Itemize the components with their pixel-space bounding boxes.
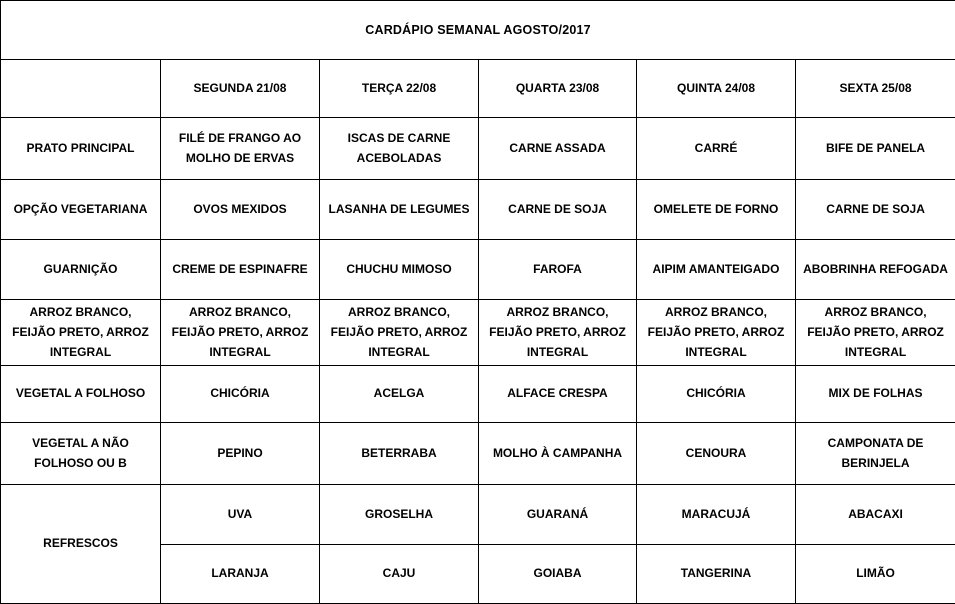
column-header-quinta: QUINTA 24/08 [637, 60, 796, 118]
menu-cell: ARROZ BRANCO, FEIJÃO PRETO, ARROZ INTEGRAL [320, 300, 479, 366]
row-label: ARROZ BRANCO, FEIJÃO PRETO, ARROZ INTEGRAL [1, 300, 161, 366]
menu-cell: CARRÉ [637, 118, 796, 180]
menu-cell: MARACUJÁ [637, 485, 796, 545]
menu-cell: FILÉ DE FRANGO AO MOLHO DE ERVAS [161, 118, 320, 180]
menu-cell: AIPIM AMANTEIGADO [637, 240, 796, 300]
menu-cell: CAMPONATA DE BERINJELA [796, 423, 955, 485]
menu-cell: UVA [161, 485, 320, 545]
menu-cell: ARROZ BRANCO, FEIJÃO PRETO, ARROZ INTEGRAL [479, 300, 637, 366]
title-row [1, 1, 955, 60]
row-arroz-feijao [1, 300, 955, 366]
row-label: GUARNIÇÃO [1, 240, 161, 300]
row-label: OPÇÃO VEGETARIANA [1, 180, 161, 240]
row-prato-principal [1, 118, 955, 180]
menu-cell: ABACAXI [796, 485, 955, 545]
menu-cell: GUARANÁ [479, 485, 637, 545]
menu-cell: PEPINO [161, 423, 320, 485]
corner-cell [1, 60, 161, 118]
row-guarnicao [1, 240, 955, 300]
row-opcao-vegetariana [1, 180, 955, 240]
menu-cell: BETERRABA [320, 423, 479, 485]
page-title: CARDÁPIO SEMANAL AGOSTO/2017 [1, 1, 955, 60]
menu-cell: LARANJA [161, 545, 320, 604]
column-header-sexta: SEXTA 25/08 [796, 60, 955, 118]
row-vegetal-folhoso [1, 366, 955, 423]
menu-cell: OVOS MEXIDOS [161, 180, 320, 240]
menu-cell: FAROFA [479, 240, 637, 300]
menu-cell: ABOBRINHA REFOGADA [796, 240, 955, 300]
menu-cell: CARNE ASSADA [479, 118, 637, 180]
column-header-segunda: SEGUNDA 21/08 [161, 60, 320, 118]
column-header-terca: TERÇA 22/08 [320, 60, 479, 118]
header-row [1, 60, 955, 118]
menu-cell: GOIABA [479, 545, 637, 604]
menu-cell: ARROZ BRANCO, FEIJÃO PRETO, ARROZ INTEGRAL [161, 300, 320, 366]
menu-cell: ARROZ BRANCO, FEIJÃO PRETO, ARROZ INTEGRAL [637, 300, 796, 366]
menu-cell: CHUCHU MIMOSO [320, 240, 479, 300]
menu-cell: TANGERINA [637, 545, 796, 604]
menu-cell: CARNE DE SOJA [796, 180, 955, 240]
menu-cell: ACELGA [320, 366, 479, 423]
row-vegetal-nao-folhoso [1, 423, 955, 485]
menu-cell: CAJU [320, 545, 479, 604]
menu-cell: ALFACE CRESPA [479, 366, 637, 423]
row-label: PRATO PRINCIPAL [1, 118, 161, 180]
menu-cell: GROSELHA [320, 485, 479, 545]
menu-cell: MOLHO À CAMPANHA [479, 423, 637, 485]
menu-cell: CREME DE ESPINAFRE [161, 240, 320, 300]
menu-cell: CARNE DE SOJA [479, 180, 637, 240]
menu-cell: ARROZ BRANCO, FEIJÃO PRETO, ARROZ INTEGRAL [796, 300, 955, 366]
menu-cell: MIX DE FOLHAS [796, 366, 955, 423]
menu-cell: CENOURA [637, 423, 796, 485]
menu-cell: ISCAS DE CARNE ACEBOLADAS [320, 118, 479, 180]
menu-cell: LASANHA DE LEGUMES [320, 180, 479, 240]
menu-cell: BIFE DE PANELA [796, 118, 955, 180]
row-refrescos-1 [1, 485, 955, 545]
menu-cell: CHICÓRIA [637, 366, 796, 423]
menu-cell: OMELETE DE FORNO [637, 180, 796, 240]
column-header-quarta: QUARTA 23/08 [479, 60, 637, 118]
row-label: VEGETAL A FOLHOSO [1, 366, 161, 423]
row-label: VEGETAL A NÃO FOLHOSO OU B [1, 423, 161, 485]
menu-cell: LIMÃO [796, 545, 955, 604]
row-label: REFRESCOS [1, 485, 161, 604]
menu-cell: CHICÓRIA [161, 366, 320, 423]
